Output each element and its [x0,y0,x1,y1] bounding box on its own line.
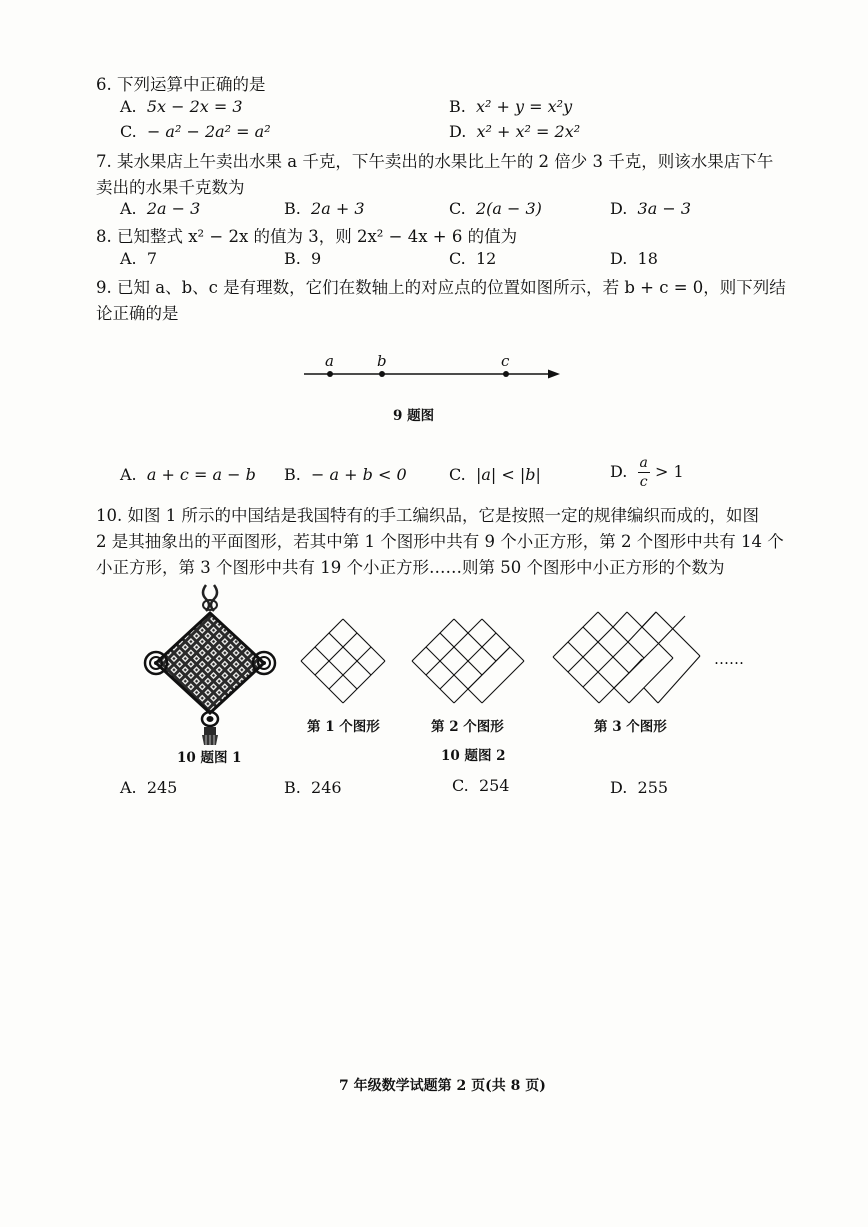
option-label: C. [120,122,137,141]
option-text: 5x − 2x = 3 [146,97,243,116]
option-text: a + c = a − b [146,465,256,484]
q10-stem-line2: 2 是其抽象出的平面图形，若其中第 1 个图形中共有 9 个小正方形，第 2 个图形中共有 14 个 [96,532,784,551]
chinese-knot-illustration [140,585,280,750]
option-text: 245 [146,778,178,797]
option-text: 2(a − 3) [475,199,542,218]
option-text: |a| < |b| [475,465,541,484]
option-text: − a² − 2a² = a² [146,122,271,141]
option-text: 12 [475,249,497,268]
shape-caption-2: 第 2 个图形 [431,719,504,735]
option-text: 246 [311,778,342,797]
q9-figure-caption: 9 题图 [393,408,435,424]
q8-stem: 8. 已知整式 x² − 2x 的值为 3，则 2x² − 4x + 6 的值为 [96,227,518,246]
q10-stem-line1: 10. 如图 1 所示的中国结是我国特有的手工编织品，它是按照一定的规律编织而成的，如图 [96,506,759,525]
number-line-arrow-icon [548,370,560,379]
q7-stem-line1: 7. 某水果店上午卖出水果 a 千克，下午卖出的水果比上午的 2 倍少 3 千克，则该水果店下午 [96,152,774,171]
q9-stem-line1: 9. 已知 a、b、c 是有理数，它们在数轴上的对应点的位置如图所示，若 b + c = 0，则下列结 [96,278,786,297]
option-text: 254 [478,776,510,795]
option-text: x² + y = x²y [476,97,573,116]
point-a-dot [327,371,333,377]
shape-caption-1: 第 1 个图形 [307,719,380,735]
option-text: x² + x² = 2x² [476,122,581,141]
option-label: D. [449,122,467,141]
q8-option-d [610,249,658,268]
option-label: A. [120,778,137,797]
option-label: B. [284,778,301,797]
q9-option-b [284,465,407,484]
page-footer: 7 年级数学试题第 2 页(共 8 页) [339,1078,546,1094]
grid-figure-2 [410,617,528,707]
option-label: B. [284,465,301,484]
option-label: B. [449,97,466,116]
option-text: 2a − 3 [146,199,201,218]
option-label: D. [610,778,628,797]
q9-option-a [120,465,256,484]
grid-figure-3 [552,610,702,710]
fraction-numerator: a [639,455,648,471]
q10-stem-line3: 小正方形，第 3 个图形中共有 19 个小正方形……则第 50 个图形中小正方形的个数为 [96,558,725,577]
q9-option-d [610,456,684,489]
grid-figure-1 [299,617,389,707]
option-label: D. [610,199,628,218]
q10-option-a [120,778,177,797]
shape-caption-3: 第 3 个图形 [594,719,667,735]
option-text: 3a − 3 [637,199,691,218]
option-label: C. [449,249,466,268]
fraction-denominator: c [639,474,648,490]
q10-option-d [610,778,668,797]
option-text: 255 [637,778,669,797]
option-label: A. [120,465,137,484]
q9-stem-line2: 论正确的是 [96,304,179,323]
option-label: A. [120,97,137,116]
q6-option-a [120,97,243,116]
point-c-dot [503,371,509,377]
option-text: 2a + 3 [311,199,365,218]
q10-figure1-caption: 10 题图 1 [177,750,242,766]
q8-option-a [120,249,157,268]
point-c-label: c [501,352,510,370]
q8-option-c [449,249,496,268]
option-text: 7 [146,249,157,268]
q10-figure2-caption: 10 题图 2 [441,748,506,764]
option-text: − a + b < 0 [311,465,407,484]
option-label: D. [610,462,628,481]
option-label: C. [449,199,466,218]
option-label: B. [284,249,301,268]
q7-stem-line2: 卖出的水果千克数为 [96,178,245,197]
q10-option-c [452,776,509,795]
point-a-label: a [325,352,334,370]
q6-option-c [120,122,271,141]
option-text: 18 [637,249,658,268]
q8-option-b [284,249,321,268]
option-label: D. [610,249,628,268]
point-b-label: b [377,352,387,370]
q7-option-d [610,199,691,218]
option-label: A. [120,249,137,268]
option-label: A. [120,199,137,218]
fraction-a-over-c [638,456,650,489]
option-label: B. [284,199,301,218]
q7-option-a [120,199,200,218]
option-text: 9 [311,249,322,268]
q6-option-b [449,97,572,116]
q6-option-d [449,122,580,141]
option-label: C. [449,465,466,484]
option-text: > 1 [654,462,684,481]
q10-option-b [284,778,342,797]
q6-stem: 6. 下列运算中正确的是 [96,75,266,94]
point-b-dot [379,371,385,377]
q9-option-c [449,465,541,484]
q7-option-b [284,199,365,218]
ellipsis-continuation: …… [714,650,744,668]
q7-option-c [449,199,542,218]
option-label: C. [452,776,469,795]
